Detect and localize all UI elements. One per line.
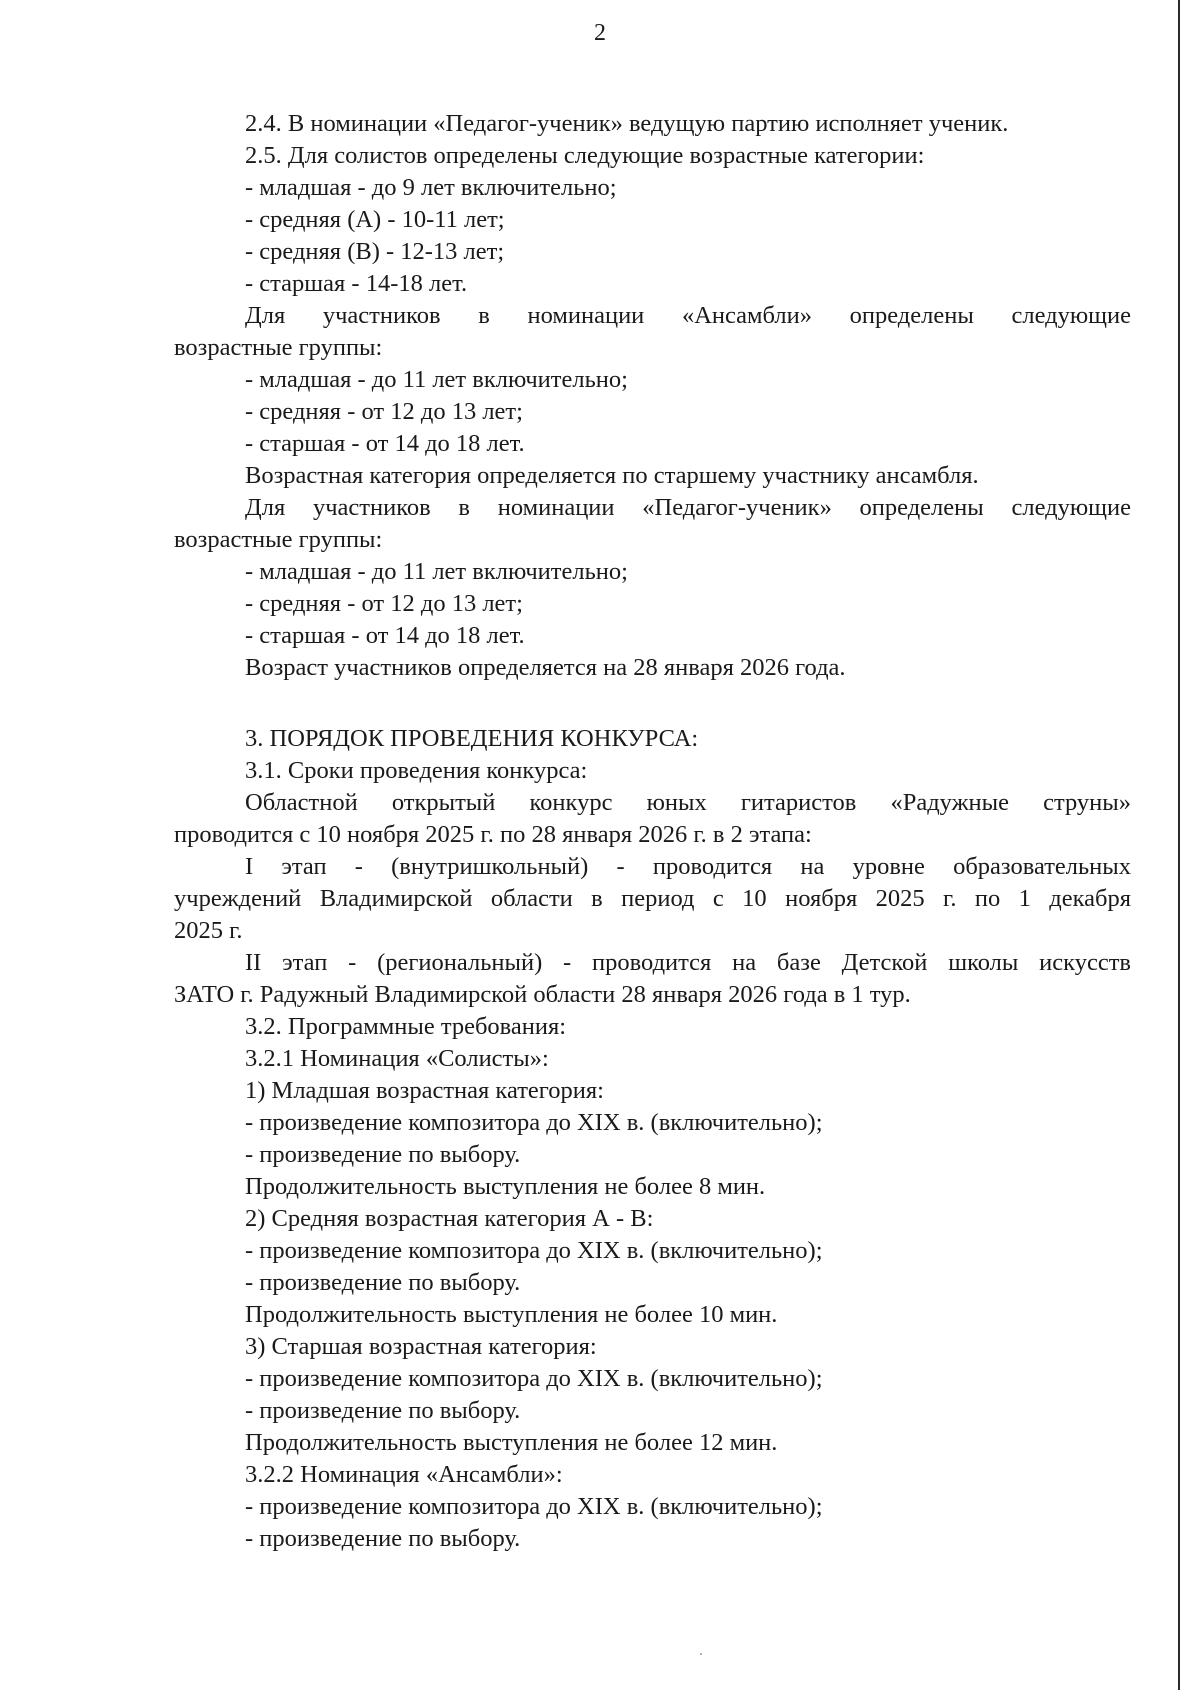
page-number: 2 xyxy=(594,20,606,46)
section-3-heading: 3. ПОРЯДОК ПРОВЕДЕНИЯ КОНКУРСА: xyxy=(245,725,699,752)
list-item: - средняя (В) - 12-13 лет; xyxy=(245,238,505,265)
paragraph-3-1: 3.1. Сроки проведения конкурса: xyxy=(245,757,588,784)
list-item: - произведение композитора до XIX в. (включительно); xyxy=(245,1237,823,1264)
duration-note: Продолжительность выступления не более 8 мин. xyxy=(245,1173,766,1200)
list-item: - старшая - от 14 до 18 лет. xyxy=(245,622,525,649)
paragraph-2-4: 2.4. В номинации «Педагог-ученик» ведущую партию исполняет ученик. xyxy=(245,110,1009,137)
list-item: - произведение по выбору. xyxy=(245,1141,521,1168)
list-item: - средняя - от 12 до 13 лет; xyxy=(245,398,523,425)
category-senior: 3) Старшая возрастная категория: xyxy=(245,1333,597,1360)
stage2-line1: II этап - (региональный) - проводится на базе Детской школы искусств xyxy=(245,949,1131,976)
list-item: - произведение по выбору. xyxy=(245,1525,521,1552)
nomination-soloists: 3.2.1 Номинация «Солисты»: xyxy=(245,1045,549,1072)
ensembles-intro-line1: Для участников в номинации «Ансамбли» определены следующие xyxy=(245,302,1131,329)
scan-speck xyxy=(700,1653,702,1655)
teacher-intro-line1: Для участников в номинации «Педагог-ученик» определены следующие xyxy=(245,494,1131,521)
list-item: - произведение композитора до XIX в. (включительно); xyxy=(245,1493,823,1520)
stage1-line1: I этап - (внутришкольный) - проводится на уровне образовательных xyxy=(245,853,1131,880)
contest-dates-line2: проводится с 10 ноября 2025 г. по 28 января 2026 г. в 2 этапа: xyxy=(174,821,812,848)
section-gap xyxy=(174,684,1131,723)
document-body xyxy=(174,108,1131,1555)
list-item: - старшая - от 14 до 18 лет. xyxy=(245,430,525,457)
list-item: - средняя - от 12 до 13 лет; xyxy=(245,590,523,617)
scan-edge-line xyxy=(1178,0,1180,1690)
stage1-line2: учреждений Владимирской области в период с 10 ноября 2025 г. по 1 декабря xyxy=(174,885,1131,912)
list-item: - старшая - 14-18 лет. xyxy=(245,270,468,297)
ensembles-age-note: Возрастная категория определяется по старшему участнику ансамбля. xyxy=(245,462,979,489)
list-item: - младшая - до 11 лет включительно; xyxy=(245,366,628,393)
stage2-line2: ЗАТО г. Радужный Владимирской области 28 января 2026 года в 1 тур. xyxy=(174,981,911,1008)
ensembles-intro-line2: возрастные группы: xyxy=(174,334,383,361)
category-middle: 2) Средняя возрастная категория А - В: xyxy=(245,1205,654,1232)
list-item: - произведение по выбору. xyxy=(245,1269,521,1296)
program-requirements-heading: 3.2. Программные требования: xyxy=(245,1013,567,1040)
list-item: - произведение композитора до XIX в. (включительно); xyxy=(245,1365,823,1392)
nomination-ensembles: 3.2.2 Номинация «Ансамбли»: xyxy=(245,1461,563,1488)
category-junior: 1) Младшая возрастная категория: xyxy=(245,1077,604,1104)
list-item: - произведение композитора до XIX в. (включительно); xyxy=(245,1109,823,1136)
contest-dates-line1: Областной открытый конкурс юных гитаристов «Радужные струны» xyxy=(245,789,1131,816)
duration-note: Продолжительность выступления не более 10 мин. xyxy=(245,1301,778,1328)
paragraph-2-5: 2.5. Для солистов определены следующие возрастные категории: xyxy=(245,142,925,169)
list-item: - произведение по выбору. xyxy=(245,1397,521,1424)
stage1-line3: 2025 г. xyxy=(174,917,243,944)
duration-note: Продолжительность выступления не более 12 мин. xyxy=(245,1429,778,1456)
list-item: - младшая - до 11 лет включительно; xyxy=(245,558,628,585)
list-item: - младшая - до 9 лет включительно; xyxy=(245,174,617,201)
age-reference-date: Возраст участников определяется на 28 января 2026 года. xyxy=(245,654,846,681)
teacher-intro-line2: возрастные группы: xyxy=(174,526,383,553)
list-item: - средняя (А) - 10-11 лет; xyxy=(245,206,505,233)
